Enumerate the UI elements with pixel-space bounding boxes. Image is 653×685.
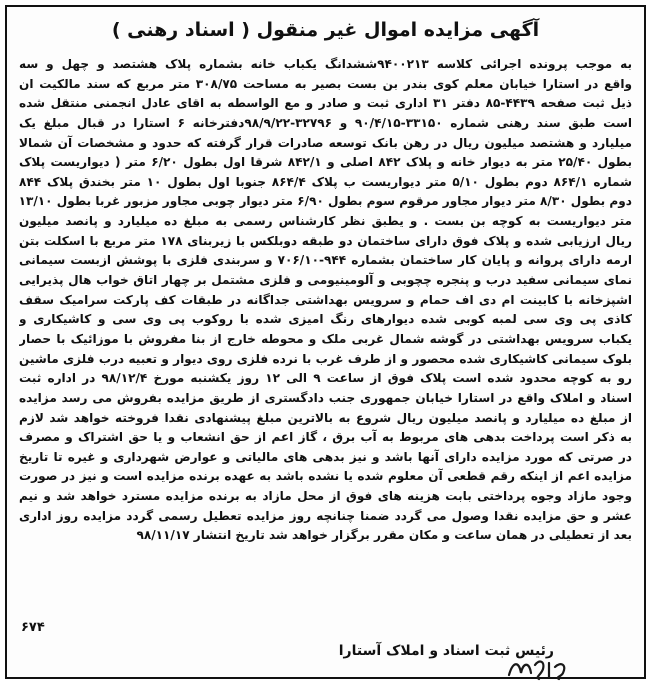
notice-line: بلوک سیمانی کاشیکاری شده محصور و از طرف غرب با نرده فلزی روی دیوار و تعبیه درب فلزی ماشین	[19, 351, 632, 366]
notice-title: آگهی مزایده اموال غیر منقول ( اسناد رهنی )	[111, 19, 540, 41]
notice-line: اسناد و املاک واقع در استارا خیابان جمهوری جنب دادگستری از طریق مزایده بفروش می رسد مزایده	[19, 390, 632, 405]
notice-line: میلیارد و هشتصد میلیون ریال در رهن بانک توسعه صادرات قرار گرفته که حدود و مشخصات آن شمالا	[19, 135, 632, 150]
notice-line: عشر و حق مزایده نقدا وصول می گردد ضمنا چنانچه روز مزایده تعطیل رسمی گردد مزایده روز اداری	[19, 508, 632, 523]
notice-line: از مبلغ ده میلیارد و پانصد میلیون ریال شروع به بالاترین مبلغ پیشنهادی نقدا فروخته خواهد شد لازم	[19, 410, 632, 425]
notice-line: متر دیواریست به کوچه بن بست . و یطبق نظر کارشناس رسمی به مبلغ ده میلیارد و پانصد میلیون	[19, 214, 632, 229]
notice-frame	[5, 5, 646, 679]
notice-code-number: ۶۷۴	[21, 620, 45, 635]
notice-line: کاذی پی وی سی لمبه کوبی شده دیوارهای رنگ امیزی شده با روکوب پی وی سی و کاشیکاری و	[19, 312, 632, 327]
notice-line: شماره ۸۶۴/۱ دوم بطول ۵/۱۰ متر دیواریست ب پلاک ۸۶۴/۴ جنوبا اول بطول ۱۰ متر بخندق پلاک ۸۴۴	[19, 174, 632, 189]
notice-line: دوم بطول ۸/۳۰ متر دیوار مجاور مرقوم سوم بطول ۶/۹۰ متر دیوار چوبی مجاور مزبور غربا بطول ۱۳/۱۰	[19, 194, 632, 209]
notice-line: به ذکر است پرداخت بدهی های مربوط به آب برق ، گاز اعم از حق انشعاب و یا حق اشتراک و مصرف	[19, 430, 632, 445]
notice-line: ذیل ثبت صفحه ۴۴۳۹-۸۵ دفتر ۳۱ اداری ثبت و صادر و مع الواسطه به اقای عادل انجمنی منتقل شده	[19, 96, 632, 111]
notice-line: مزایده اعم از اینکه رقم قطعی آن معلوم شده یا نشده باشد به عهده برنده مزایده است و نیز در صورت	[19, 469, 632, 484]
notice-line: وجود مازاد وجوه پرداختی بابت هزینه های فوق از محل مازاد به برنده مزایده مسترد خواهد شد و نیم	[19, 489, 632, 504]
notice-line: در صرتی که مورد مزایده دارای آنها باشد و نیز بدهی های مالیاتی و عوارض شهرداری و غیره تا تاریخ	[19, 449, 632, 464]
notice-line: ریال ارزیابی شده و پلاک فوق دارای ساختمان دو طبقه دوبلکس با زیربنای ۱۷۸ متر مربع با اسکلت بتن	[19, 233, 632, 248]
handwritten-scribble-icon	[505, 655, 575, 681]
notice-line: واقع در استارا خیابان معلم کوی بندر بن بست بصیر به مساحت ۳۰۸/۷۵ متر مربع که سند مالکیت ان	[19, 76, 632, 91]
notice-line: بطول ۲۵/۴۰ متر به دیوار خانه و پلاک ۸۴۲ اصلی و ۸۴۲/۱ شرقا اول بطول ۶/۲۰ متر ( دیواریست پلاک	[19, 155, 632, 170]
notice-line: یکباب سرویس بهداشتی در گوشه شمال غربی ملک و محوطه خارج از بنا مفروش با موزائیک با حصار	[19, 331, 632, 346]
handwritten-mark	[505, 655, 575, 681]
notice-line: است طبق سند رهنی شماره ۳۳۱۵۰-۹۰/۴/۱۵ و ۳۲۷۹۶-۹۸/۹/۲۲دفترخانه ۶ استارا در قبال مبلغ یک	[19, 115, 632, 130]
notice-line: ارمه دارای پروانه و پایان کار ساختمان بشماره ۹۴۴-۷۰۶/۱۰ و سربندی فلزی با پوشش ازبست سیمانی	[19, 253, 632, 268]
notice-body	[19, 55, 632, 546]
notice-signature: رئیس ثبت اسناد و املاک آستارا	[338, 643, 554, 659]
notice-line: نمای سیمانی سفید درب و پنجره چچوبی و آلومینیومی و فلزی مشتمل بر چهار اتاق خواب هال پذیرایی	[19, 273, 632, 288]
notice-line: بعد از تعطیلی در همان ساعت و مکان مقرر برگزار خواهد شد تاریخ انتشار ۹۸/۱۱/۱۷	[136, 528, 632, 543]
notice-line: رو به کوچه محدود شده است پلاک فوق از ساعت ۹ الی ۱۲ روز یکشنبه مورخ ۹۸/۱۲/۴ در اداره ثبت	[19, 371, 632, 386]
notice-line: به موجب پرونده اجرائی کلاسه ۹۴۰۰۲۱۳ششدانگ یکباب خانه بشماره پلاک هشتصد و چهل و سه	[19, 57, 632, 71]
notice-line: اشپزخانه با کابینت ام دی اف حمام و سرویس بهداشتی جداگانه در طبقات کف پارکت سرامیک سقف	[19, 292, 632, 307]
